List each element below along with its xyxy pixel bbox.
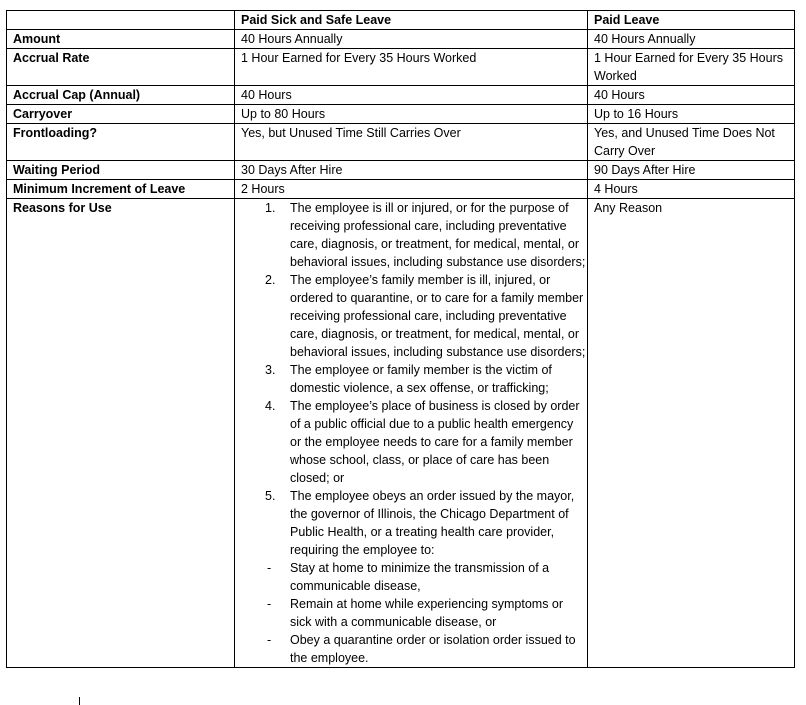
sick-leave-value: 2 Hours [235,180,588,199]
header-blank [7,11,235,30]
sick-leave-value: Yes, but Unused Time Still Carries Over [235,124,588,161]
list-item-text: The employee is ill or injured, or for the purpose of receiving professional care, including preventative care, diagnosis, or treatment, for medical, mental, or behavioral issues, including substance use disorders; [290,201,586,269]
row-label: Minimum Increment of Leave [7,180,235,199]
header-row [7,11,795,30]
row-label: Accrual Cap (Annual) [7,86,235,105]
table-row-minimum-increment [7,180,795,199]
table-row-carryover [7,105,795,124]
table-row-reasons-for-use [7,199,795,668]
list-item-text: The employee’s family member is ill, injured, or ordered to quarantine, or to care for a family member receiving professional care, including preventative care, diagnosis, or treatment, for medical, mental, or behavioral issues, including substance use disorders; [290,273,586,359]
table-row-waiting-period [7,161,795,180]
list-item-text: Stay at home to minimize the transmission of a communicable disease, [290,561,550,593]
list-marker: 3. [265,363,276,377]
row-label: Waiting Period [7,161,235,180]
reasons-list [241,199,587,667]
paid-leave-value: 90 Days After Hire [588,161,795,180]
list-marker: - [267,561,272,575]
list-item [241,199,587,271]
paid-leave-value: Yes, and Unused Time Does Not Carry Over [588,124,795,161]
row-label: Reasons for Use [7,199,235,668]
list-marker: - [267,597,272,611]
list-marker: 5. [265,489,276,503]
paid-leave-value: 40 Hours Annually [588,30,795,49]
table-row-frontloading [7,124,795,161]
leave-comparison-table [6,10,795,668]
sick-leave-value: 30 Days After Hire [235,161,588,180]
sub-list-item [241,595,587,631]
list-item-text: The employee or family member is the victim of domestic violence, a sex offense, or trafficking; [290,363,552,395]
list-item-text: The employee’s place of business is closed by order of a public official due to a public health emergency or the employee needs to care for a family member whose school, class, or place of care has been closed; or [290,399,580,485]
paid-leave-value: 4 Hours [588,180,795,199]
table-row-amount [7,30,795,49]
list-marker: - [267,633,272,647]
list-item-text: The employee obeys an order issued by the mayor, the governor of Illinois, the Chicago Department of Public Health, or a treating health care provider, requiring the employee to: [290,489,575,557]
text-cursor [79,697,80,705]
row-label: Accrual Rate [7,49,235,86]
sick-leave-value: 40 Hours Annually [235,30,588,49]
paid-leave-value: 1 Hour Earned for Every 35 Hours Worked [588,49,795,86]
paid-leave-value: 40 Hours [588,86,795,105]
list-marker: 1. [265,201,276,215]
paid-leave-value: Up to 16 Hours [588,105,795,124]
sick-leave-value: Up to 80 Hours [235,105,588,124]
header-paid-leave: Paid Leave [588,11,795,30]
table-row-accrual-cap [7,86,795,105]
list-item-text: Obey a quarantine order or isolation order issued to the employee. [290,633,576,665]
sick-leave-reasons [235,199,588,668]
sub-list-item [241,631,587,667]
row-label: Carryover [7,105,235,124]
paid-leave-reasons: Any Reason [588,199,795,668]
list-marker: 4. [265,399,276,413]
list-item [241,397,587,487]
list-marker: 2. [265,273,276,287]
row-label: Amount [7,30,235,49]
sub-list-item [241,559,587,595]
row-label: Frontloading? [7,124,235,161]
table-row-accrual-rate [7,49,795,86]
list-item [241,271,587,361]
list-item [241,487,587,559]
sick-leave-value: 40 Hours [235,86,588,105]
sick-leave-value: 1 Hour Earned for Every 35 Hours Worked [235,49,588,86]
list-item [241,361,587,397]
list-item-text: Remain at home while experiencing symptoms or sick with a communicable disease, or [290,597,564,629]
header-paid-sick-and-safe-leave: Paid Sick and Safe Leave [235,11,588,30]
